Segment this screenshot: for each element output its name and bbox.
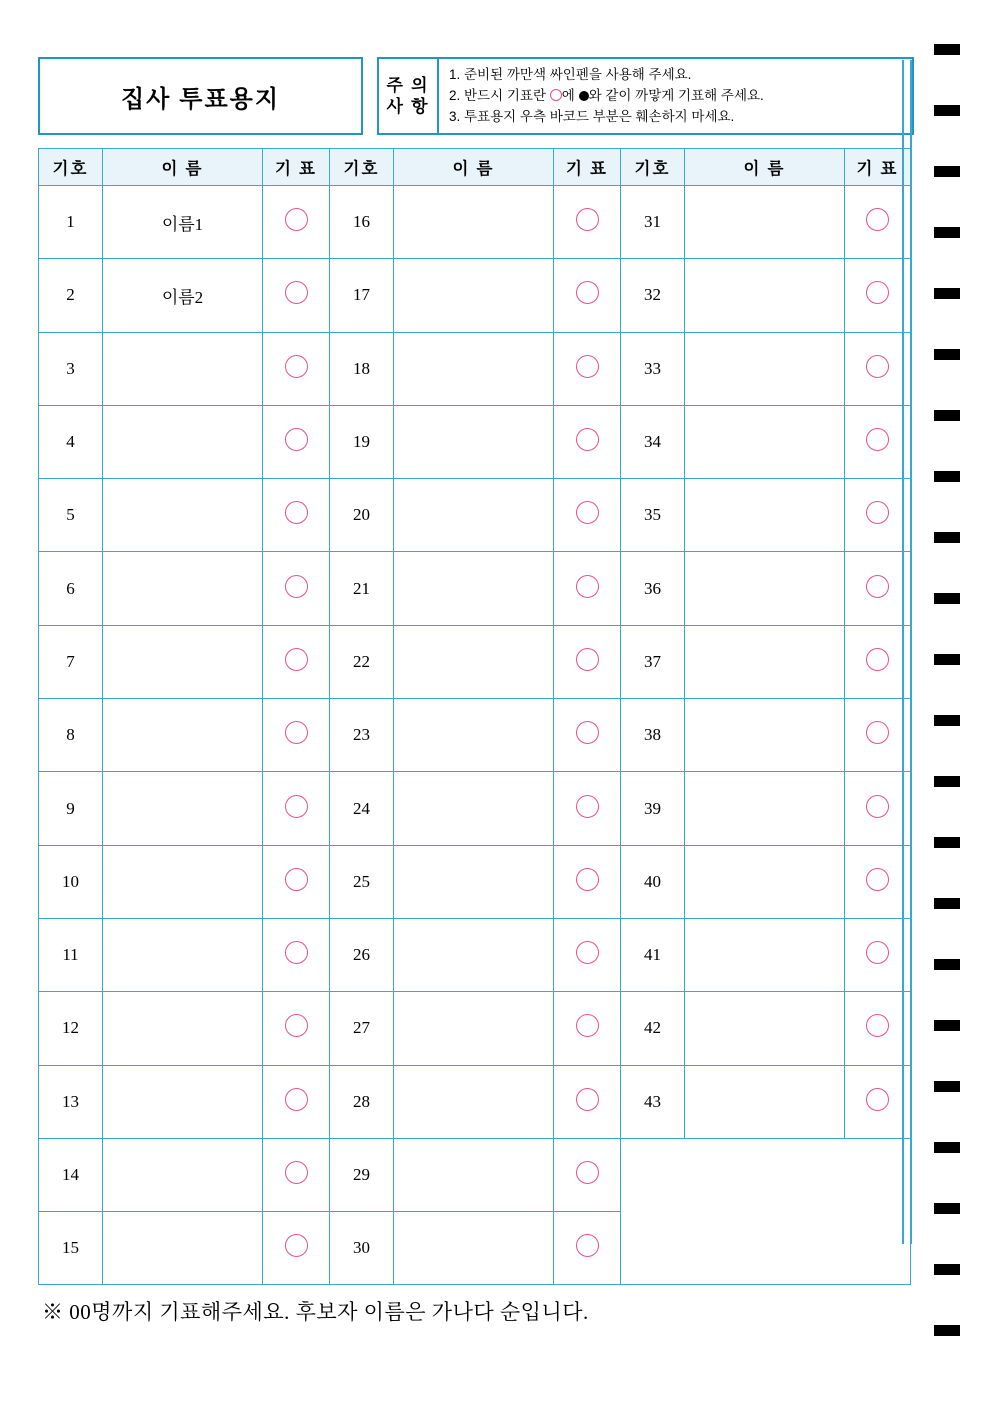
cell-symbol-3: 39 [621, 772, 685, 845]
notice-item-1: 1. 준비된 까만색 싸인펜을 사용해 주세요. [449, 66, 692, 82]
table-row [39, 1138, 911, 1211]
cell-mark-1[interactable] [263, 918, 330, 991]
table-row [39, 552, 911, 625]
cell-name-3[interactable] [685, 479, 845, 552]
notice-item-2-middle: 에 [561, 87, 579, 103]
page-title: 집사 투표용지 [120, 86, 281, 113]
cell-name-1[interactable] [103, 992, 263, 1065]
cell-mark-2[interactable] [554, 918, 621, 991]
cell-name-3[interactable] [685, 625, 845, 698]
vote-circle-icon[interactable] [866, 281, 889, 304]
vote-circle-icon[interactable] [285, 721, 308, 744]
cell-name-1[interactable]: 이름1 [103, 186, 263, 259]
cell-name-2[interactable] [394, 1212, 554, 1285]
table-row [39, 1065, 911, 1138]
vote-circle-icon[interactable] [576, 648, 599, 671]
cell-mark-2[interactable] [554, 1212, 621, 1285]
cell-symbol-2: 25 [330, 845, 394, 918]
cell-symbol-3: 40 [621, 845, 685, 918]
cell-symbol-3: 33 [621, 332, 685, 405]
empty-block [621, 1138, 911, 1285]
cell-name-2[interactable] [394, 918, 554, 991]
cell-name-1[interactable] [103, 1065, 263, 1138]
footnote: ※ 00명까지 기표해주세요. 후보자 이름은 가나다 순입니다. [42, 1300, 589, 1324]
cell-name-1[interactable] [103, 1212, 263, 1285]
col-header-symbol-3: 기호 [621, 149, 685, 186]
vote-circle-icon[interactable] [285, 501, 308, 524]
cell-symbol-3: 41 [621, 918, 685, 991]
cell-mark-3[interactable] [845, 186, 911, 259]
ballot-table-wrap [38, 148, 914, 1258]
col-header-symbol-1: 기호 [39, 149, 103, 186]
cell-symbol-2: 24 [330, 772, 394, 845]
cell-mark-1[interactable] [263, 625, 330, 698]
barcode-bar [934, 1020, 960, 1031]
vote-circle-icon[interactable] [576, 501, 599, 524]
table-header [39, 149, 911, 186]
notice-list [439, 66, 912, 125]
cell-symbol-2: 22 [330, 625, 394, 698]
col-header-mark-2: 기 표 [554, 149, 621, 186]
table-row [39, 772, 911, 845]
cell-name-1[interactable] [103, 699, 263, 772]
cell-mark-3[interactable] [845, 1065, 911, 1138]
barcode-bar [934, 654, 960, 665]
cell-mark-2[interactable] [554, 479, 621, 552]
cell-symbol-1: 11 [39, 918, 103, 991]
vote-circle-icon[interactable] [285, 1014, 308, 1037]
cell-mark-1[interactable] [263, 1138, 330, 1211]
vote-circle-icon[interactable] [285, 648, 308, 671]
table-row [39, 259, 911, 332]
cell-mark-1[interactable] [263, 1212, 330, 1285]
cell-mark-1[interactable] [263, 332, 330, 405]
cell-name-2[interactable] [394, 699, 554, 772]
vote-circle-icon[interactable] [866, 648, 889, 671]
cell-mark-1[interactable] [263, 1065, 330, 1138]
cell-name-2[interactable] [394, 259, 554, 332]
vote-circle-icon[interactable] [866, 795, 889, 818]
cell-name-2[interactable] [394, 625, 554, 698]
notice-item-3: 3. 투표용지 우측 바코드 부분은 훼손하지 마세요. [449, 109, 735, 125]
cell-name-3[interactable] [685, 845, 845, 918]
table-row [39, 332, 911, 405]
cell-name-1[interactable]: 이름2 [103, 259, 263, 332]
cell-symbol-1: 6 [39, 552, 103, 625]
vote-circle-icon[interactable] [285, 355, 308, 378]
vote-circle-icon[interactable] [576, 1088, 599, 1111]
filled-circle-icon [579, 91, 589, 101]
cell-mark-2[interactable] [554, 845, 621, 918]
cell-mark-1[interactable] [263, 992, 330, 1065]
notice-item-2-before: 2. 반드시 기표란 [449, 87, 550, 103]
cell-symbol-3: 34 [621, 405, 685, 478]
barcode-bar [934, 166, 960, 177]
barcode-strip [934, 44, 960, 1374]
cell-name-2[interactable] [394, 1138, 554, 1211]
barcode-bar [934, 410, 960, 421]
vote-circle-icon[interactable] [576, 428, 599, 451]
vote-circle-icon[interactable] [866, 575, 889, 598]
cell-mark-2[interactable] [554, 1138, 621, 1211]
vote-circle-icon[interactable] [285, 941, 308, 964]
cell-name-2[interactable] [394, 405, 554, 478]
barcode-bar [934, 1264, 960, 1275]
cell-symbol-1: 8 [39, 699, 103, 772]
notice-label-line-1: 주 의 [386, 75, 430, 95]
barcode-bar [934, 105, 960, 116]
cell-symbol-1: 4 [39, 405, 103, 478]
cell-name-2[interactable] [394, 1065, 554, 1138]
table-row [39, 845, 911, 918]
cell-symbol-2: 27 [330, 992, 394, 1065]
barcode-bar [934, 1142, 960, 1153]
cell-mark-3[interactable] [845, 625, 911, 698]
vote-circle-icon[interactable] [866, 355, 889, 378]
vote-circle-icon[interactable] [866, 721, 889, 744]
cell-name-1[interactable] [103, 918, 263, 991]
cell-mark-3[interactable] [845, 479, 911, 552]
cell-symbol-2: 19 [330, 405, 394, 478]
cell-name-1[interactable] [103, 625, 263, 698]
cell-symbol-1: 3 [39, 332, 103, 405]
cell-mark-2[interactable] [554, 992, 621, 1065]
vote-circle-icon[interactable] [285, 1234, 308, 1257]
cell-name-1[interactable] [103, 552, 263, 625]
cell-mark-3[interactable] [845, 552, 911, 625]
cell-mark-1[interactable] [263, 405, 330, 478]
notice-label [379, 59, 439, 133]
barcode-bar [934, 227, 960, 238]
cell-name-3[interactable] [685, 552, 845, 625]
cell-name-2[interactable] [394, 772, 554, 845]
table-row [39, 479, 911, 552]
barcode-bar [934, 837, 960, 848]
cell-mark-1[interactable] [263, 845, 330, 918]
cell-symbol-2: 30 [330, 1212, 394, 1285]
cell-mark-3[interactable] [845, 699, 911, 772]
cell-name-3[interactable] [685, 918, 845, 991]
cell-mark-3[interactable] [845, 405, 911, 478]
cell-name-1[interactable] [103, 405, 263, 478]
cell-symbol-2: 21 [330, 552, 394, 625]
cell-symbol-3: 32 [621, 259, 685, 332]
table-row [39, 992, 911, 1065]
vote-circle-icon[interactable] [866, 868, 889, 891]
vote-circle-icon[interactable] [866, 941, 889, 964]
vote-circle-icon[interactable] [576, 868, 599, 891]
cell-name-3[interactable] [685, 405, 845, 478]
cell-name-3[interactable] [685, 772, 845, 845]
vote-circle-icon[interactable] [285, 281, 308, 304]
cell-name-3[interactable] [685, 1065, 845, 1138]
table-row [39, 625, 911, 698]
notice-item-2-after: 와 같이 까맣게 기표해 주세요. [588, 87, 764, 103]
cell-symbol-3: 35 [621, 479, 685, 552]
cell-mark-2[interactable] [554, 1065, 621, 1138]
cell-mark-2[interactable] [554, 259, 621, 332]
side-rule [902, 60, 912, 1244]
barcode-bar [934, 532, 960, 543]
cell-name-3[interactable] [685, 259, 845, 332]
cell-symbol-2: 17 [330, 259, 394, 332]
cell-mark-2[interactable] [554, 625, 621, 698]
cell-name-1[interactable] [103, 845, 263, 918]
table-row [39, 918, 911, 991]
ballot-table [38, 148, 911, 1285]
notice-item-2 [449, 87, 904, 105]
cell-name-3[interactable] [685, 186, 845, 259]
cell-mark-1[interactable] [263, 259, 330, 332]
barcode-bar [934, 1081, 960, 1092]
cell-symbol-1: 12 [39, 992, 103, 1065]
cell-mark-3[interactable] [845, 332, 911, 405]
barcode-bar [934, 349, 960, 360]
vote-circle-icon[interactable] [866, 1088, 889, 1111]
cell-symbol-3: 42 [621, 992, 685, 1065]
barcode-bar [934, 776, 960, 787]
vote-circle-icon[interactable] [576, 355, 599, 378]
col-header-name-1: 이 름 [103, 149, 263, 186]
notice-label-line-2: 사 항 [386, 97, 430, 116]
vote-circle-icon[interactable] [285, 575, 308, 598]
cell-name-2[interactable] [394, 845, 554, 918]
vote-circle-icon[interactable] [285, 1161, 308, 1184]
vote-circle-icon[interactable] [576, 208, 599, 231]
cell-mark-1[interactable] [263, 772, 330, 845]
table-row [39, 405, 911, 478]
notice-box [377, 57, 914, 135]
cell-mark-3[interactable] [845, 845, 911, 918]
vote-circle-icon[interactable] [866, 208, 889, 231]
cell-mark-1[interactable] [263, 699, 330, 772]
vote-circle-icon[interactable] [576, 795, 599, 818]
cell-symbol-2: 28 [330, 1065, 394, 1138]
barcode-bar [934, 898, 960, 909]
cell-name-2[interactable] [394, 479, 554, 552]
cell-name-1[interactable] [103, 1138, 263, 1211]
barcode-bar [934, 959, 960, 970]
cell-mark-2[interactable] [554, 405, 621, 478]
cell-symbol-1: 14 [39, 1138, 103, 1211]
col-header-name-2: 이 름 [394, 149, 554, 186]
vote-circle-icon[interactable] [576, 941, 599, 964]
cell-name-2[interactable] [394, 186, 554, 259]
cell-symbol-1: 15 [39, 1212, 103, 1285]
cell-symbol-1: 5 [39, 479, 103, 552]
table-row [39, 186, 911, 259]
vote-circle-icon[interactable] [285, 428, 308, 451]
barcode-bar [934, 715, 960, 726]
col-header-mark-3: 기 표 [845, 149, 911, 186]
cell-symbol-2: 29 [330, 1138, 394, 1211]
cell-symbol-1: 9 [39, 772, 103, 845]
vote-circle-icon[interactable] [285, 868, 308, 891]
cell-name-2[interactable] [394, 992, 554, 1065]
cell-mark-2[interactable] [554, 552, 621, 625]
col-header-symbol-2: 기호 [330, 149, 394, 186]
vote-circle-icon[interactable] [866, 428, 889, 451]
cell-name-1[interactable] [103, 479, 263, 552]
col-header-mark-1: 기 표 [263, 149, 330, 186]
cell-symbol-3: 31 [621, 186, 685, 259]
cell-symbol-2: 20 [330, 479, 394, 552]
vote-circle-icon[interactable] [285, 1088, 308, 1111]
barcode-bar [934, 1325, 960, 1336]
cell-name-2[interactable] [394, 552, 554, 625]
table-row [39, 699, 911, 772]
vote-circle-icon[interactable] [866, 501, 889, 524]
cell-symbol-1: 13 [39, 1065, 103, 1138]
cell-name-1[interactable] [103, 772, 263, 845]
vote-circle-icon[interactable] [285, 795, 308, 818]
vote-circle-icon[interactable] [576, 1234, 599, 1257]
cell-mark-3[interactable] [845, 992, 911, 1065]
barcode-bar [934, 593, 960, 604]
vote-circle-icon[interactable] [576, 281, 599, 304]
empty-circle-icon [550, 89, 562, 101]
cell-mark-2[interactable] [554, 186, 621, 259]
vote-circle-icon[interactable] [866, 1014, 889, 1037]
header-row [38, 57, 914, 135]
cell-mark-3[interactable] [845, 772, 911, 845]
cell-symbol-3: 36 [621, 552, 685, 625]
cell-mark-1[interactable] [263, 479, 330, 552]
cell-symbol-2: 23 [330, 699, 394, 772]
cell-mark-2[interactable] [554, 332, 621, 405]
cell-symbol-2: 18 [330, 332, 394, 405]
cell-name-3[interactable] [685, 332, 845, 405]
title-box [38, 57, 363, 135]
table-header-row [39, 149, 911, 186]
vote-circle-icon[interactable] [576, 575, 599, 598]
cell-mark-2[interactable] [554, 772, 621, 845]
barcode-bar [934, 44, 960, 55]
cell-mark-2[interactable] [554, 699, 621, 772]
cell-symbol-1: 10 [39, 845, 103, 918]
cell-symbol-3: 38 [621, 699, 685, 772]
cell-symbol-3: 43 [621, 1065, 685, 1138]
cell-symbol-3: 37 [621, 625, 685, 698]
vote-circle-icon[interactable] [285, 208, 308, 231]
cell-name-2[interactable] [394, 332, 554, 405]
cell-name-1[interactable] [103, 332, 263, 405]
cell-symbol-1: 2 [39, 259, 103, 332]
cell-mark-1[interactable] [263, 552, 330, 625]
barcode-bar [934, 471, 960, 482]
cell-symbol-1: 1 [39, 186, 103, 259]
vote-circle-icon[interactable] [576, 721, 599, 744]
cell-name-3[interactable] [685, 699, 845, 772]
cell-symbol-2: 16 [330, 186, 394, 259]
cell-name-3[interactable] [685, 992, 845, 1065]
table-body [39, 186, 911, 1285]
cell-mark-3[interactable] [845, 918, 911, 991]
col-header-name-3: 이 름 [685, 149, 845, 186]
cell-symbol-1: 7 [39, 625, 103, 698]
barcode-bar [934, 288, 960, 299]
vote-circle-icon[interactable] [576, 1014, 599, 1037]
vote-circle-icon[interactable] [576, 1161, 599, 1184]
barcode-bar [934, 1203, 960, 1214]
cell-mark-1[interactable] [263, 186, 330, 259]
cell-symbol-2: 26 [330, 918, 394, 991]
cell-mark-3[interactable] [845, 259, 911, 332]
